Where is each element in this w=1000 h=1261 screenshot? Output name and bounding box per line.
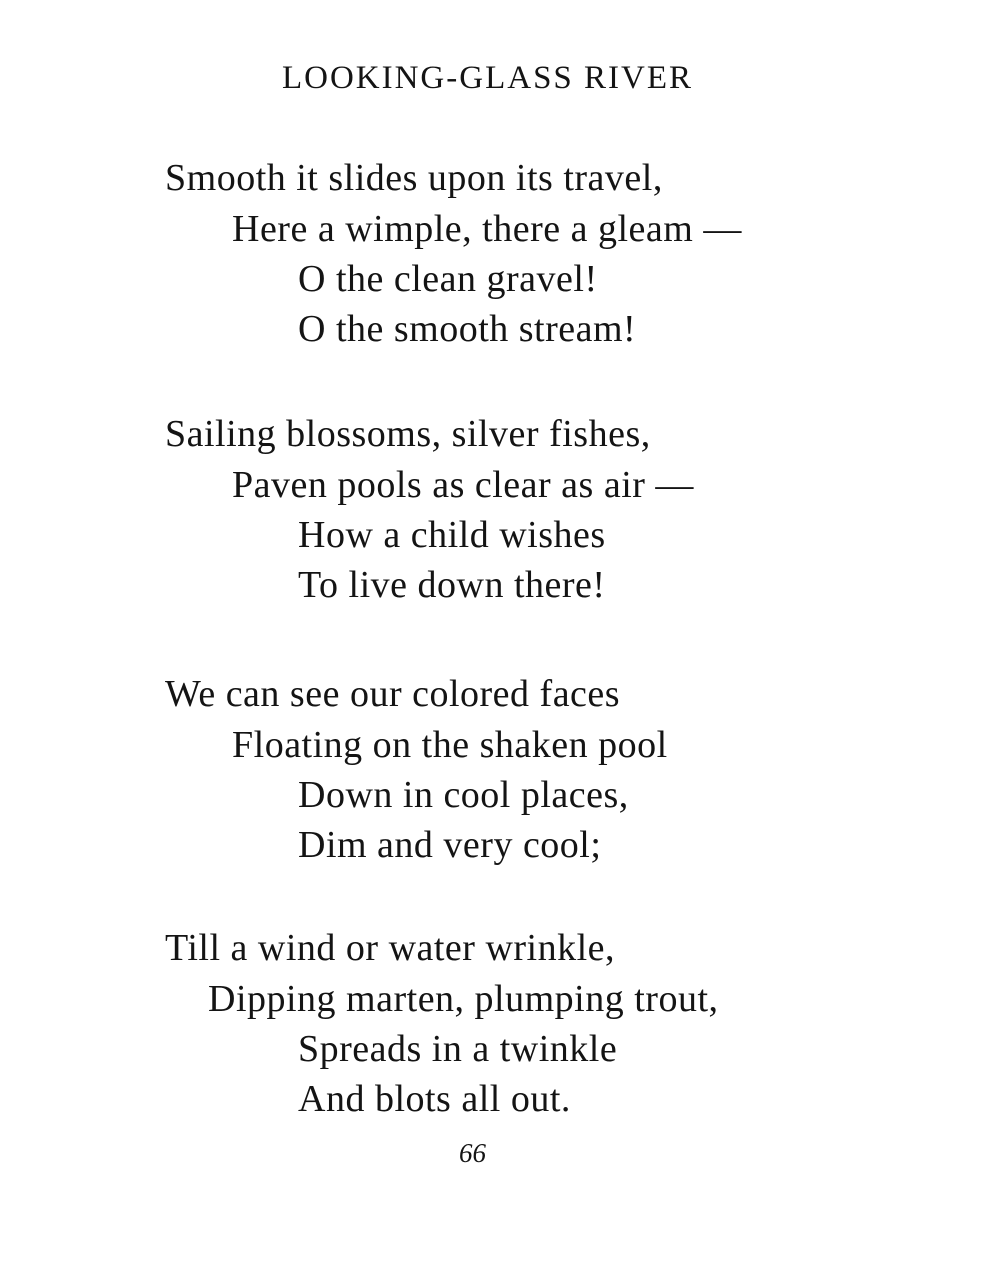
poem-line: Here a wimple, there a gleam — [232, 208, 742, 250]
poem-line: Dim and very cool; [298, 824, 602, 866]
poem-line: O the smooth stream! [298, 308, 637, 350]
poem-line: Sailing blossoms, silver fishes, [165, 413, 651, 455]
poem-line: Smooth it slides upon its travel, [165, 157, 663, 199]
poem-line: To live down there! [298, 564, 606, 606]
poem-line: Paven pools as clear as air — [232, 464, 694, 506]
page-number: 66 [459, 1138, 486, 1168]
poem-line: Spreads in a twinkle [298, 1028, 618, 1070]
poem-line: How a child wishes [298, 514, 606, 556]
poem-line: O the clean gravel! [298, 258, 598, 300]
poem-line: Dipping marten, plumping trout, [208, 978, 719, 1020]
poem-title: LOOKING-GLASS RIVER [281, 60, 694, 96]
poem-line: We can see our colored faces [165, 673, 621, 715]
poem-line: Floating on the shaken pool [232, 724, 668, 766]
poem-line: Down in cool places, [298, 774, 629, 816]
poem-line: Till a wind or water wrinkle, [165, 927, 616, 969]
poem-line: And blots all out. [298, 1078, 571, 1120]
